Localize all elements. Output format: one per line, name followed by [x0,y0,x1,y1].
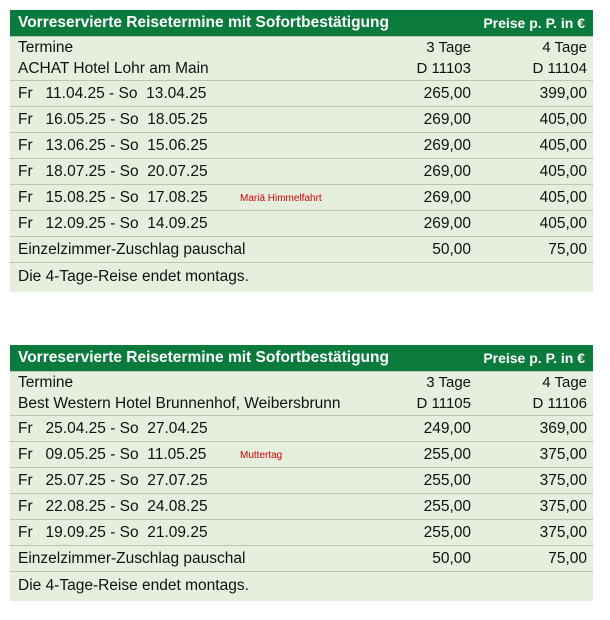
table-title-bar [10,345,593,371]
date-range: Fr 13.06.25 - So 15.06.25 [18,137,208,154]
date-range: Fr 11.04.25 - So 13.04.25 [18,85,207,102]
price-3-tage: 255,00 [423,472,471,489]
price-3-tage: 255,00 [423,498,471,515]
table-row [10,80,593,106]
price-table-2 [10,345,593,601]
price-3-tage: 255,00 [423,446,471,463]
date-range: Fr 09.05.25 - So 11.05.25 [18,446,207,463]
price-label: Preise p. P. in € [483,15,585,31]
date-range: Fr 22.08.25 - So 24.08.25 [18,498,208,515]
date-range: Fr 16.05.25 - So 18.05.25 [18,111,208,128]
price-4-tage: 399,00 [539,85,587,102]
price-4-tage: 375,00 [539,446,587,463]
holiday-note: Muttertag [240,450,283,461]
price-4-tage: 375,00 [539,498,587,515]
table-title: Vorreservierte Reisetermine mit Sofortbestätigung [18,14,389,31]
surcharge-3-tage: 50,00 [432,241,471,258]
hotel-row [10,58,593,80]
table-row [10,493,593,519]
price-4-tage: 405,00 [539,163,587,180]
price-4-tage: 405,00 [539,137,587,154]
footnote: Die 4-Tage-Reise endet montags. [18,268,249,285]
code-4-tage: D 11104 [532,60,587,77]
table-row [10,158,593,184]
table-row [10,519,593,545]
footnote-row [10,262,593,292]
surcharge-4-tage: 75,00 [548,550,587,567]
price-4-tage: 405,00 [539,189,587,206]
column-header-row [10,371,593,393]
col-4-tage: 4 Tage [542,39,587,56]
price-4-tage: 369,00 [539,420,587,437]
price-3-tage: 269,00 [423,111,471,128]
date-range: Fr 25.04.25 - So 27.04.25 [18,420,208,437]
surcharge-row [10,236,593,262]
date-range: Fr 19.09.25 - So 21.09.25 [18,524,208,541]
table-row [10,441,593,467]
code-4-tage: D 11106 [532,395,587,412]
price-4-tage: 405,00 [539,215,587,232]
date-range: Fr 12.09.25 - So 14.09.25 [18,215,208,232]
surcharge-label: Einzelzimmer-Zuschlag pauschal [18,550,246,567]
surcharge-4-tage: 75,00 [548,241,587,258]
termine-label: Termine [18,39,74,56]
table-title: Vorreservierte Reisetermine mit Sofortbestätigung [18,349,389,366]
surcharge-3-tage: 50,00 [432,550,471,567]
surcharge-label: Einzelzimmer-Zuschlag pauschal [18,241,246,258]
price-4-tage: 405,00 [539,111,587,128]
surcharge-row [10,545,593,571]
price-3-tage: 269,00 [423,163,471,180]
holiday-note: Mariä Himmelfahrt [240,193,322,204]
col-4-tage: 4 Tage [542,374,587,391]
hotel-name: Best Western Hotel Brunnenhof, Weibersbrunn [18,395,341,412]
col-3-tage: 3 Tage [426,374,471,391]
price-table-1 [10,10,593,292]
termine-label: Termine [18,374,74,391]
price-3-tage: 249,00 [423,420,471,437]
date-range: Fr 15.08.25 - So 17.08.25 [18,189,208,206]
table-title-bar [10,10,593,36]
table-row [10,184,593,210]
code-3-tage: D 11103 [416,60,471,77]
table-row [10,132,593,158]
col-3-tage: 3 Tage [426,39,471,56]
table-row [10,106,593,132]
footnote: Die 4-Tage-Reise endet montags. [18,577,249,594]
column-header-row [10,36,593,58]
price-3-tage: 269,00 [423,189,471,206]
table-row [10,415,593,441]
price-3-tage: 269,00 [423,137,471,154]
price-3-tage: 255,00 [423,524,471,541]
footnote-row [10,571,593,601]
price-4-tage: 375,00 [539,472,587,489]
price-3-tage: 265,00 [423,85,471,102]
price-3-tage: 269,00 [423,215,471,232]
table-row [10,467,593,493]
hotel-row [10,393,593,415]
hotel-name: ACHAT Hotel Lohr am Main [18,60,209,77]
price-label: Preise p. P. in € [483,350,585,366]
date-range: Fr 25.07.25 - So 27.07.25 [18,472,208,489]
table-row [10,210,593,236]
price-4-tage: 375,00 [539,524,587,541]
code-3-tage: D 11105 [416,395,471,412]
date-range: Fr 18.07.25 - So 20.07.25 [18,163,208,180]
